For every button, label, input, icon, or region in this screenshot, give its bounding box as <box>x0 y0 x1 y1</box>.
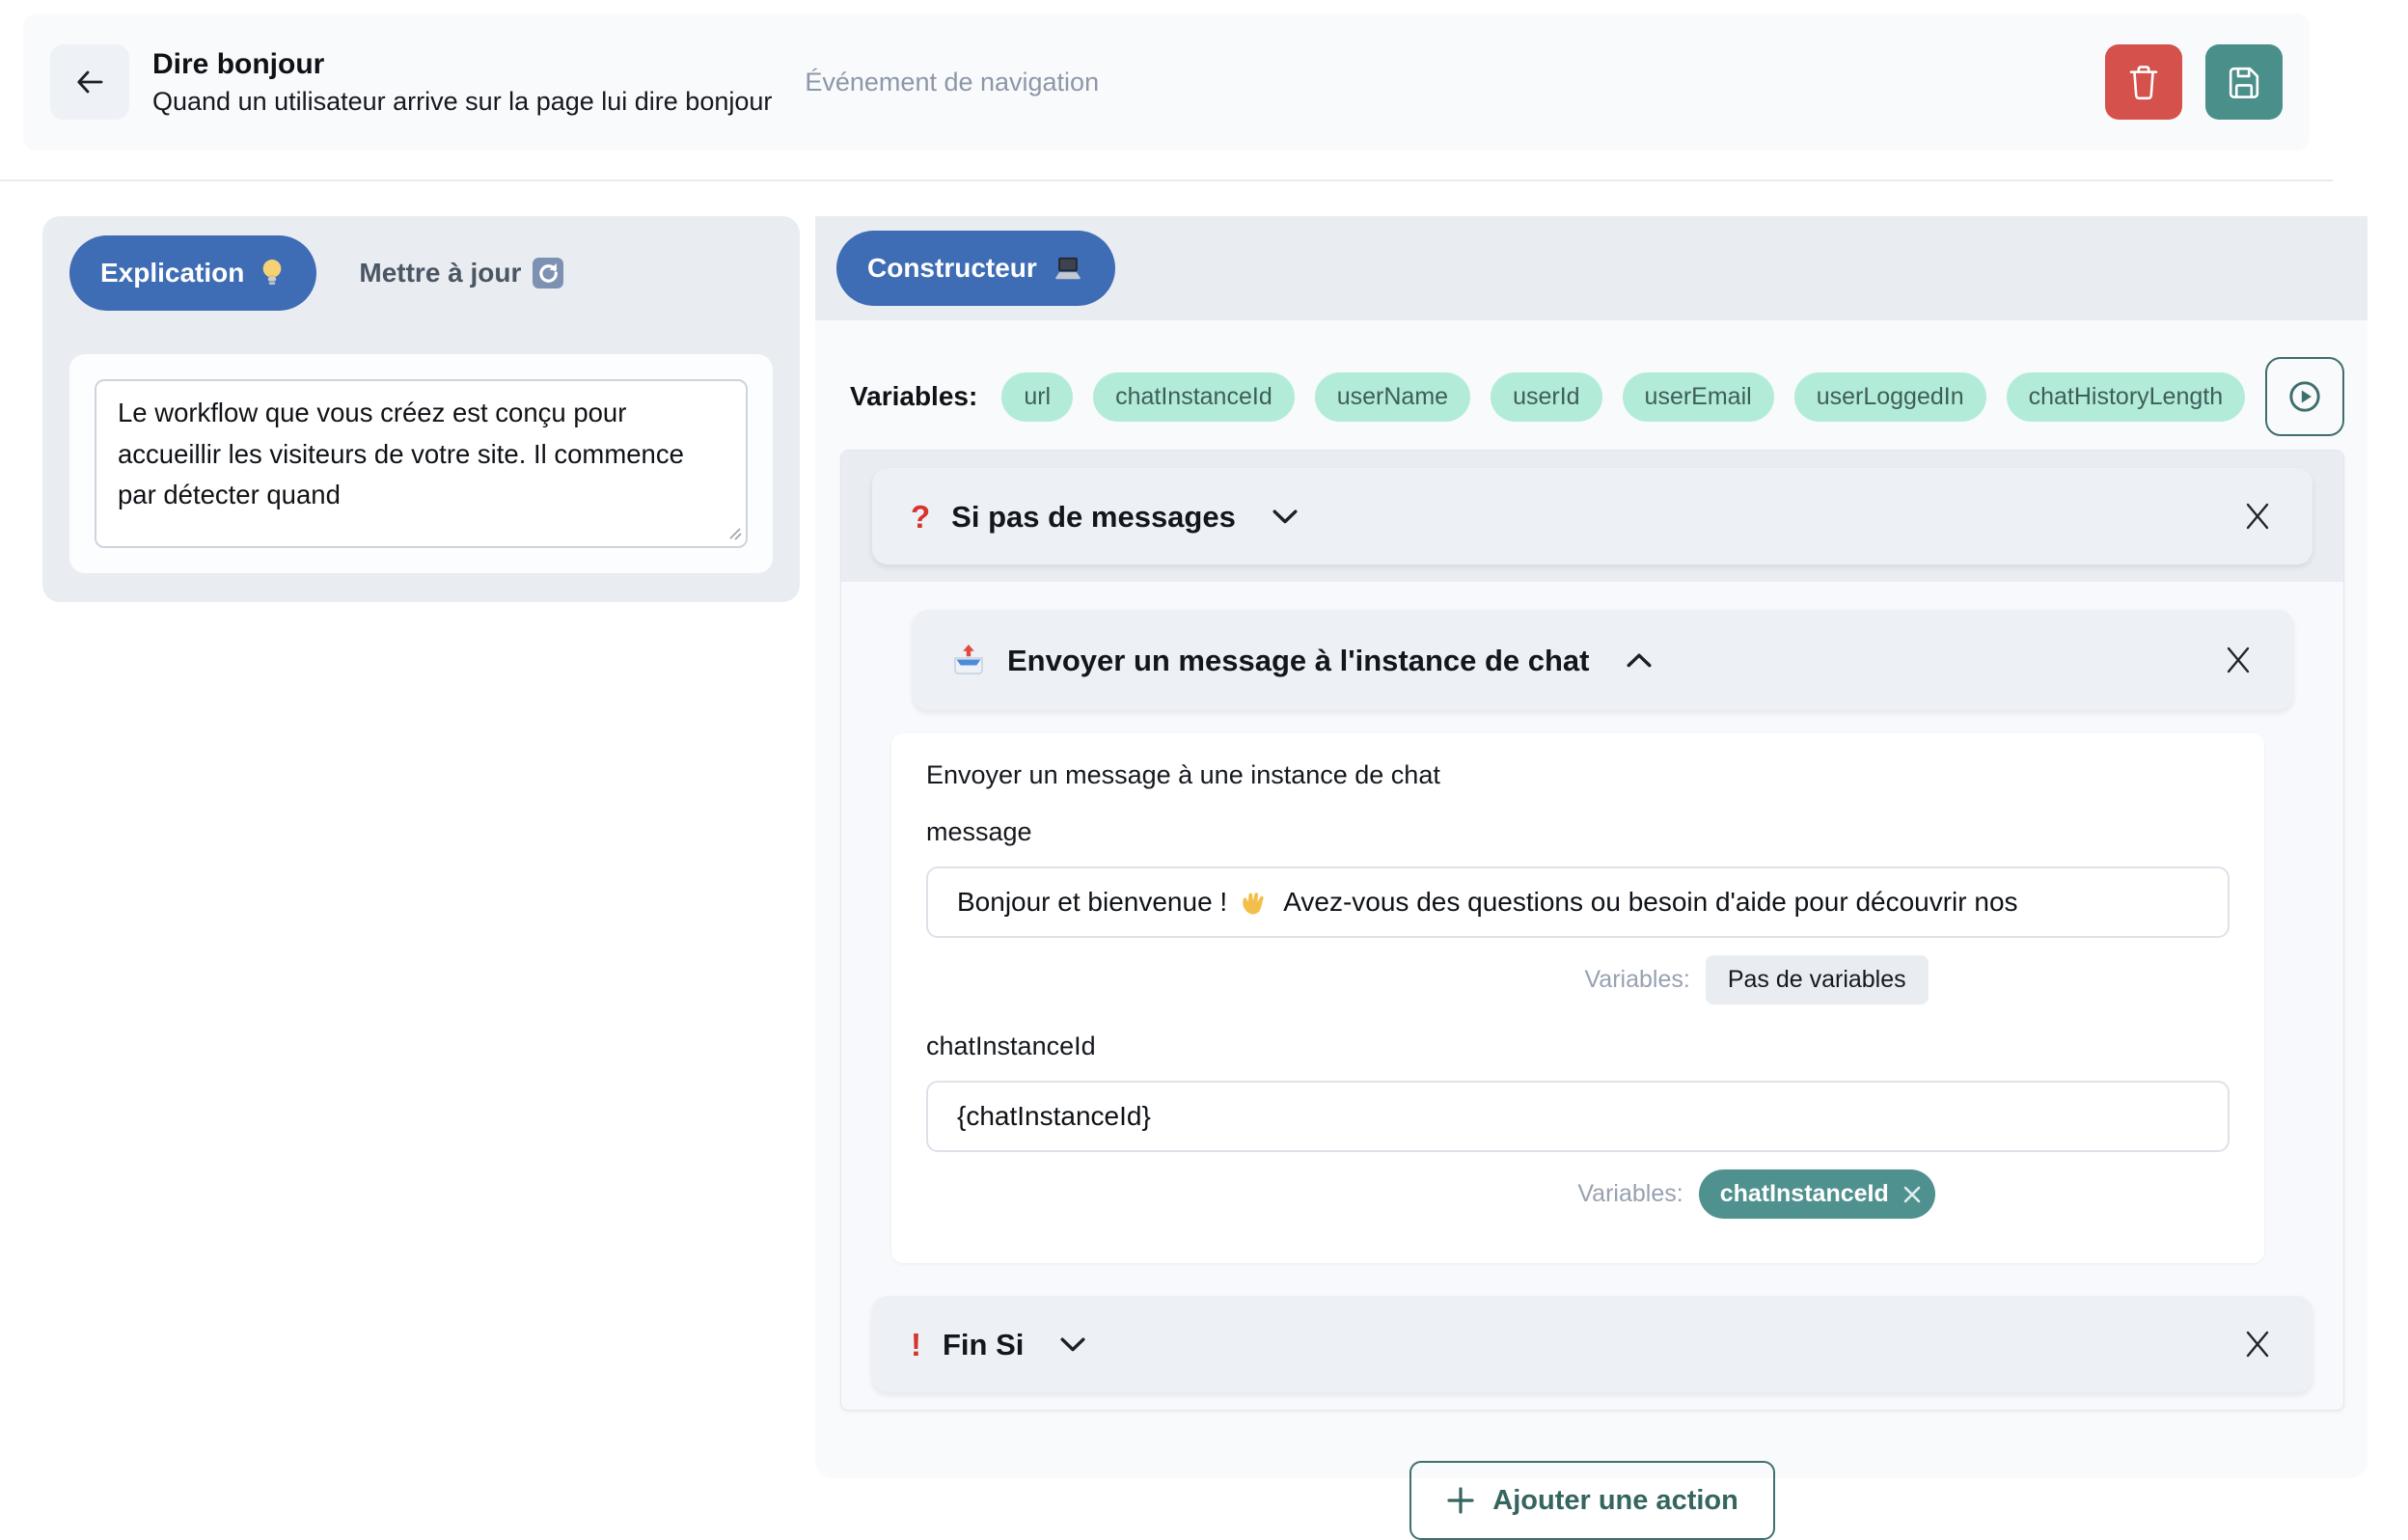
laptop-icon <box>1052 255 1084 283</box>
chatinstanceid-variable-chip[interactable] <box>1699 1169 1935 1219</box>
variable-pill-userloggedin[interactable]: userLoggedIn <box>1794 372 1986 422</box>
builder-tab-label: Constructeur <box>867 253 1037 283</box>
builder-header <box>815 216 2367 320</box>
explanation-panel <box>42 216 800 602</box>
variable-chip-label: chatInstanceId <box>1719 1180 1889 1207</box>
builder-tab[interactable] <box>836 231 1115 306</box>
refresh-icon <box>533 258 563 289</box>
remove-variable-button[interactable] <box>1902 1185 1922 1204</box>
if-block-title: Si pas de messages <box>951 499 1236 534</box>
chevron-up-icon[interactable] <box>1627 653 1652 668</box>
explanation-tab-label: Explication <box>100 258 245 288</box>
update-button-label: Mettre à jour <box>359 258 522 288</box>
message-text-before: Bonjour et bienvenue ! <box>957 887 1228 917</box>
red-exclamation-mark-icon: ! <box>911 1326 921 1362</box>
action-block-header[interactable] <box>913 610 2293 710</box>
trash-icon <box>2125 62 2162 102</box>
no-variables-badge: Pas de variables <box>1706 955 1929 1004</box>
if-block-header[interactable] <box>872 468 2312 564</box>
add-action-label: Ajouter une action <box>1492 1484 1738 1516</box>
lightbulb-icon <box>259 258 286 289</box>
variable-pill-userid[interactable]: userId <box>1491 372 1601 422</box>
save-button[interactable] <box>2205 44 2283 120</box>
chatinstanceid-input[interactable] <box>926 1081 2230 1152</box>
floppy-disk-icon <box>2226 64 2262 100</box>
endif-block-wrapper <box>841 1263 2343 1410</box>
if-block-children <box>841 582 2343 1263</box>
page-title: Dire bonjour <box>152 47 325 80</box>
run-workflow-button[interactable] <box>2265 357 2344 436</box>
close-icon <box>2245 1330 2270 1359</box>
chatinstanceid-variables-line <box>1105 1169 2408 1219</box>
plus-icon <box>1446 1486 1475 1515</box>
variable-pill-useremail[interactable]: userEmail <box>1623 372 1774 422</box>
variables-row <box>840 357 2344 436</box>
event-type-label: Événement de navigation <box>805 67 1100 96</box>
message-input[interactable] <box>926 866 2230 938</box>
if-block-close-button[interactable] <box>2241 498 2274 535</box>
builder-body <box>815 320 2367 1540</box>
add-action-row <box>840 1461 2344 1540</box>
chevron-down-icon[interactable] <box>1060 1337 1085 1352</box>
endif-block-title: Fin Si <box>943 1327 1025 1361</box>
chevron-down-icon[interactable] <box>1272 509 1298 524</box>
message-field-label: message <box>926 817 1032 846</box>
delete-button[interactable] <box>2105 44 2182 120</box>
variables-caption: Variables: <box>1577 1180 1683 1207</box>
message-variables-line <box>1105 955 2408 1004</box>
variable-pill-chathistorylength[interactable]: chatHistoryLength <box>2007 372 2246 422</box>
action-block-title: Envoyer un message à l'instance de chat <box>1007 643 1590 677</box>
add-action-button[interactable] <box>1409 1461 1775 1540</box>
explanation-tabs <box>69 235 773 311</box>
action-description: Envoyer un message à une instance de chat <box>926 760 1440 789</box>
update-button[interactable] <box>353 257 569 289</box>
title-block <box>152 47 773 116</box>
variable-pill-chatinstanceid[interactable]: chatInstanceId <box>1093 372 1295 422</box>
if-block-wrapper <box>841 451 2343 582</box>
page-subtitle: Quand un utilisateur arrive sur la page lui dire bonjour <box>152 86 773 116</box>
endif-block-header[interactable] <box>872 1296 2312 1392</box>
close-icon <box>1902 1185 1922 1204</box>
variables-caption: Variables: <box>1584 966 1690 993</box>
action-block-close-button[interactable] <box>2222 642 2255 678</box>
variables-label: Variables: <box>850 381 978 411</box>
back-button[interactable] <box>50 44 129 120</box>
close-icon <box>2245 502 2270 531</box>
resize-handle-icon[interactable] <box>728 527 742 540</box>
variable-pill-url[interactable]: url <box>1001 372 1073 422</box>
explanation-tab[interactable] <box>69 235 316 311</box>
workflow-container <box>840 450 2344 1411</box>
variable-pill-username[interactable]: userName <box>1315 372 1470 422</box>
outbox-tray-icon <box>951 644 986 676</box>
main-content <box>0 181 2333 1516</box>
message-text-after: Avez-vous des questions ou besoin d'aide pour découvrir nos <box>1283 887 2018 917</box>
waving-hand-icon <box>1239 886 1272 919</box>
explanation-textarea[interactable] <box>95 379 748 548</box>
action-block-body <box>891 733 2264 1263</box>
arrow-left-icon <box>73 67 106 97</box>
close-icon <box>2226 646 2251 674</box>
red-question-mark-icon: ? <box>911 498 931 535</box>
play-circle-icon <box>2285 376 2325 417</box>
header <box>23 14 2310 151</box>
explanation-card <box>69 354 773 573</box>
builder-panel <box>815 216 2367 1516</box>
endif-block-close-button[interactable] <box>2241 1326 2274 1362</box>
chatinstanceid-field-label: chatInstanceId <box>926 1031 1096 1060</box>
